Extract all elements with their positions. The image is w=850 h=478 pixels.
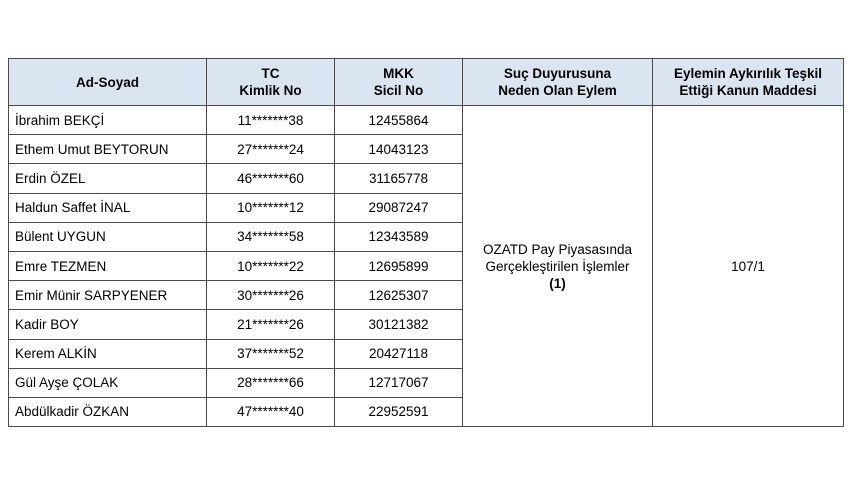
header-action — [463, 59, 653, 106]
tc-cell: 11*******38 — [207, 106, 335, 135]
header-name-label: Ad-Soyad — [75, 74, 139, 90]
name-cell: İbrahim BEKÇİ — [9, 106, 207, 135]
table-header-row — [9, 59, 844, 106]
name-cell: Haldun Saffet İNAL — [9, 193, 207, 222]
name-cell: Abdülkadir ÖZKAN — [9, 397, 207, 426]
mkk-cell: 29087247 — [335, 193, 463, 222]
header-mkk-line2: Sicil No — [373, 83, 424, 98]
tc-cell: 37*******52 — [207, 339, 335, 368]
mkk-cell: 14043123 — [335, 135, 463, 164]
header-law — [653, 59, 844, 106]
tc-cell: 27*******24 — [207, 135, 335, 164]
mkk-cell: 12343589 — [335, 222, 463, 251]
header-tc-line2: Kimlik No — [239, 83, 302, 98]
mkk-cell: 12717067 — [335, 368, 463, 397]
header-tc-line1: TC — [261, 66, 280, 81]
mkk-cell: 31165778 — [335, 164, 463, 193]
header-mkk-line1: MKK — [383, 66, 414, 81]
action-cell — [463, 106, 653, 427]
mkk-cell: 12695899 — [335, 251, 463, 280]
name-cell: Emre TEZMEN — [9, 251, 207, 280]
action-footnote: (1) — [549, 275, 566, 291]
header-name — [9, 59, 207, 106]
name-cell: Emir Münir SARPYENER — [9, 281, 207, 310]
tc-cell: 10*******22 — [207, 251, 335, 280]
tc-cell: 47*******40 — [207, 397, 335, 426]
name-cell: Bülent UYGUN — [9, 222, 207, 251]
law-article-cell: 107/1 — [653, 106, 844, 427]
suspects-table — [8, 58, 844, 427]
header-law-line1: Eylemin Aykırılık Teşkil — [673, 66, 823, 81]
tc-cell: 30*******26 — [207, 281, 335, 310]
header-action-line1: Suç Duyurusuna — [503, 66, 612, 81]
action-line1: OZATD Pay Piyasasında — [482, 241, 633, 257]
mkk-cell: 12625307 — [335, 281, 463, 310]
table-row — [9, 106, 844, 135]
mkk-cell: 30121382 — [335, 310, 463, 339]
mkk-cell: 12455864 — [335, 106, 463, 135]
name-cell: Erdin ÖZEL — [9, 164, 207, 193]
tc-cell: 46*******60 — [207, 164, 335, 193]
name-cell: Kerem ALKİN — [9, 339, 207, 368]
mkk-cell: 22952591 — [335, 397, 463, 426]
action-line2: Gerçekleştirilen İşlemler — [485, 258, 630, 274]
header-tc — [207, 59, 335, 106]
tc-cell: 21*******26 — [207, 310, 335, 339]
name-cell: Kadir BOY — [9, 310, 207, 339]
tc-cell: 10*******12 — [207, 193, 335, 222]
name-cell: Gül Ayşe ÇOLAK — [9, 368, 207, 397]
mkk-cell: 20427118 — [335, 339, 463, 368]
header-law-line2: Ettiği Kanun Maddesi — [679, 83, 817, 98]
tc-cell: 28*******66 — [207, 368, 335, 397]
header-mkk — [335, 59, 463, 106]
header-action-line2: Neden Olan Eylem — [498, 83, 617, 98]
tc-cell: 34*******58 — [207, 222, 335, 251]
name-cell: Ethem Umut BEYTORUN — [9, 135, 207, 164]
